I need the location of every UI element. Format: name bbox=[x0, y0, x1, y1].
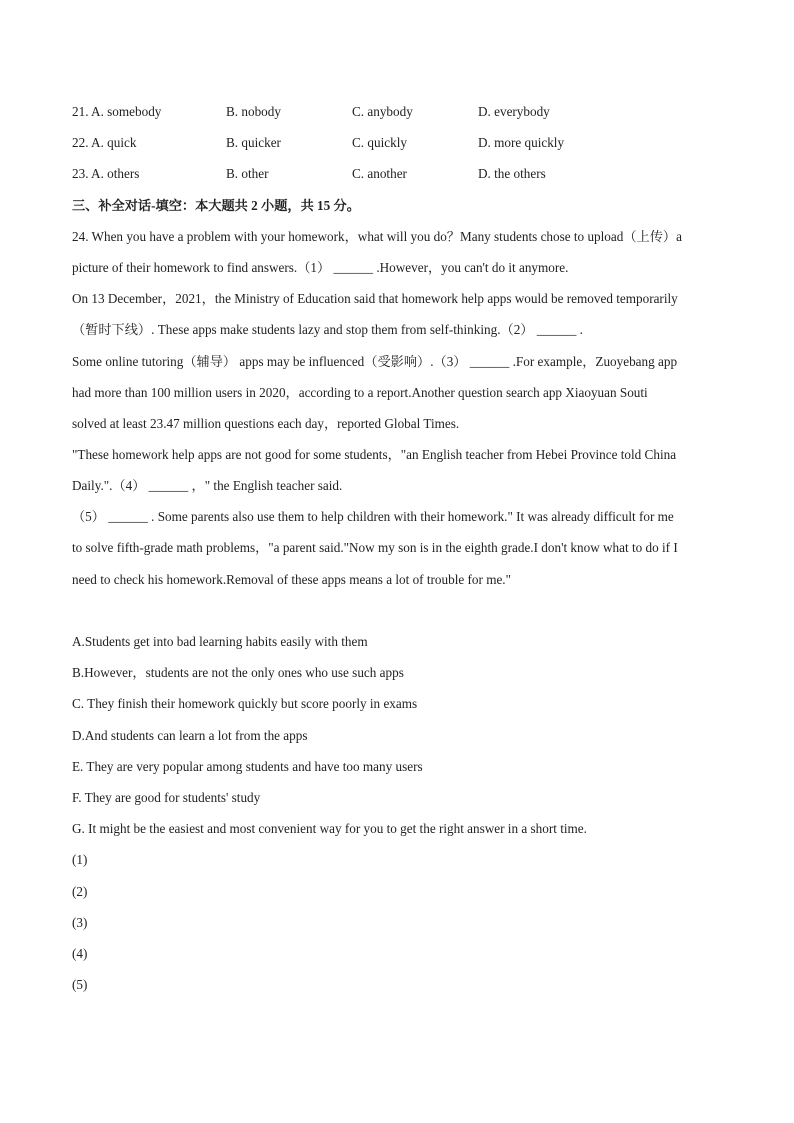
answer-slot-3[interactable]: (3) bbox=[72, 915, 88, 930]
choice-b: B.However，students are not the only ones who use such apps bbox=[72, 665, 404, 680]
passage-line: "These homework help apps are not good for some students，"an English teacher from Hebei Province told China bbox=[72, 447, 677, 462]
choice-d: D.And students can learn a lot from the apps bbox=[72, 728, 308, 743]
passage-line: picture of their homework to find answers.（1） ______ .However，you can't do it anymore. bbox=[72, 260, 569, 275]
answer-slot-1[interactable]: (1) bbox=[72, 852, 88, 867]
mc-option-a: 23. A. others bbox=[72, 166, 140, 181]
section-header: 三、补全对话-填空：本大题共 2 小题，共 15 分。 bbox=[72, 198, 360, 213]
passage-line: Daily.".（4） ______ ，" the English teacher said. bbox=[72, 478, 343, 493]
passage-line: （5） ______ . Some parents also use them to help children with their homework." It was already difficult for me bbox=[72, 509, 674, 524]
answer-slot-5[interactable]: (5) bbox=[72, 977, 88, 992]
mc-option-a: 22. A. quick bbox=[72, 135, 137, 150]
choice-g: G. It might be the easiest and most convenient way for you to get the right answer in a short time. bbox=[72, 821, 587, 836]
mc-option-b: B. other bbox=[226, 166, 269, 181]
mc-option-c: C. quickly bbox=[352, 135, 407, 150]
mc-option-a: 21. A. somebody bbox=[72, 104, 162, 119]
choice-e: E. They are very popular among students and have too many users bbox=[72, 759, 423, 774]
passage-line: need to check his homework.Removal of these apps means a lot of trouble for me." bbox=[72, 572, 511, 587]
passage-line: to solve fifth-grade math problems，"a parent said."Now my son is in the eighth grade.I don't know what to do if I bbox=[72, 540, 678, 555]
mc-option-b: B. nobody bbox=[226, 104, 281, 119]
passage-line: had more than 100 million users in 2020，according to a report.Another question search app Xiaoyuan Souti bbox=[72, 385, 648, 400]
passage-line: On 13 December，2021，the Ministry of Education said that homework help apps would be removed temporarily bbox=[72, 291, 678, 306]
choice-f: F. They are good for students' study bbox=[72, 790, 261, 805]
passage-line: solved at least 23.47 million questions each day，reported Global Times. bbox=[72, 416, 460, 431]
choice-c: C. They finish their homework quickly but score poorly in exams bbox=[72, 696, 418, 711]
mc-option-c: C. another bbox=[352, 166, 407, 181]
passage-line: 24. When you have a problem with your homework，what will you do？Many students chose to upload（上传）a bbox=[72, 229, 682, 244]
mc-option-d: D. more quickly bbox=[478, 135, 565, 150]
passage-line: Some online tutoring（辅导） apps may be influenced（受影响）.（3） ______ .For example，Zuoyebang app bbox=[72, 354, 678, 369]
answer-slot-4[interactable]: (4) bbox=[72, 946, 88, 961]
mc-option-d: D. everybody bbox=[478, 104, 550, 119]
mc-option-c: C. anybody bbox=[352, 104, 413, 119]
passage-line: （暂时下线）. These apps make students lazy and stop them from self-thinking.（2） ______ . bbox=[72, 322, 583, 337]
choice-a: A.Students get into bad learning habits easily with them bbox=[72, 634, 368, 649]
answer-slot-2[interactable]: (2) bbox=[72, 884, 88, 899]
mc-option-b: B. quicker bbox=[226, 135, 281, 150]
mc-option-d: D. the others bbox=[478, 166, 546, 181]
